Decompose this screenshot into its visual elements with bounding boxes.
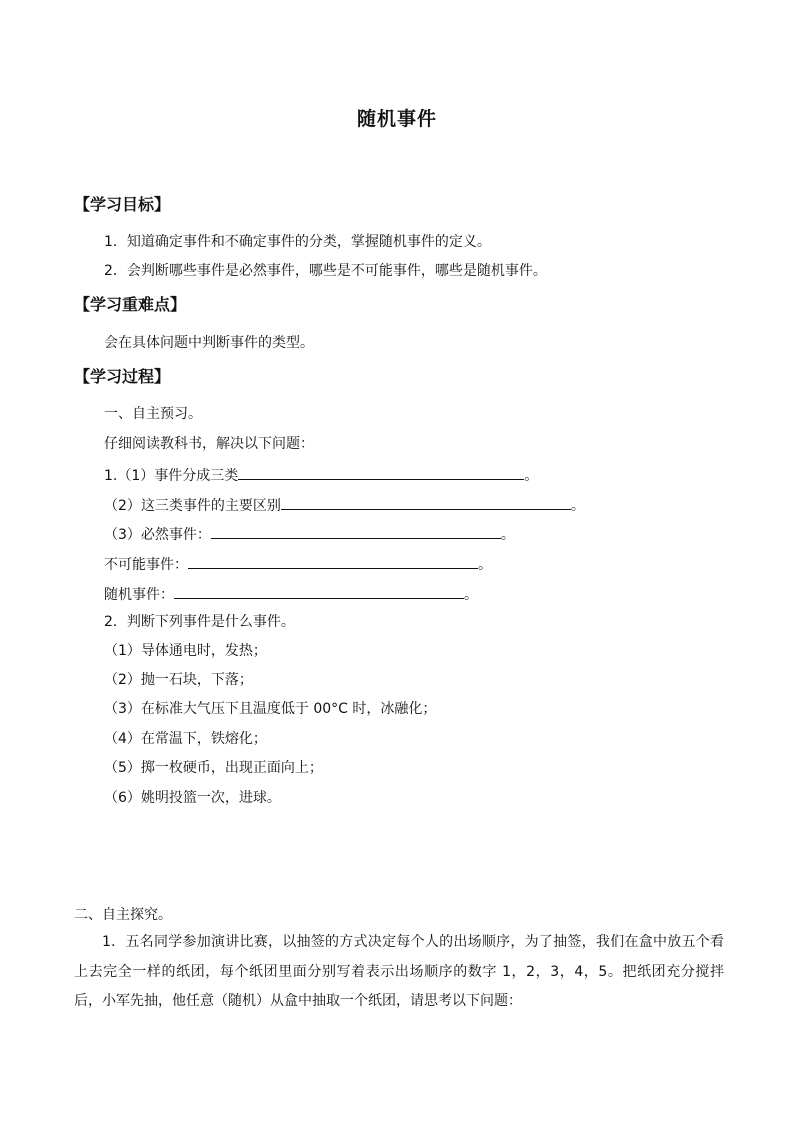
learning-goals-heading: 【学习目标】	[74, 195, 171, 214]
answer-blank-3[interactable]	[211, 523, 501, 539]
question-1-3	[104, 523, 515, 545]
question-1-2	[104, 494, 585, 516]
page-title: 随机事件	[356, 108, 437, 130]
question-2: 2．判断下列事件是什么事件。	[104, 614, 295, 630]
explore-title: 二、自主探究。	[74, 907, 172, 923]
answer-blank-4[interactable]	[188, 553, 478, 569]
goal-item-2: 2．会判断哪些事件是必然事件，哪些是不可能事件，哪些是随机事件。	[104, 263, 547, 279]
key-points-heading: 【学习重难点】	[74, 295, 187, 314]
period: 。	[500, 527, 515, 543]
learning-process-heading: 【学习过程】	[74, 367, 171, 386]
period: 。	[570, 498, 585, 514]
preview-title: 一、自主预习。	[104, 406, 202, 422]
goal-item-1: 1．知道确定事件和不确定事件的分类，掌握随机事件的定义。	[104, 234, 491, 250]
random-event-line	[104, 583, 478, 605]
impossible-event-label: 不可能事件：	[104, 557, 188, 573]
answer-blank-1[interactable]	[238, 464, 524, 480]
explore-paragraph: 1．五名同学参加演讲比赛，以抽签的方式决定每个人的出场顺序，为了抽签，我们在盒中放五个看上去完全一样的纸团，每个纸团里面分别写着表示出场顺序的数字 1，2，3，4，5。把纸团充分搅拌后，小军先抽，他任意（随机）从盒中抽取一个纸团，请思考以下问题：	[74, 934, 724, 1009]
question-2-item-2: （2）抛一石块，下落；	[104, 672, 253, 688]
question-1-1	[104, 464, 538, 486]
preview-intro: 仔细阅读教科书，解决以下问题：	[104, 436, 314, 452]
question-2-item-3: （3）在标准大气压下且温度低于 00°C 时，冰融化；	[104, 701, 437, 717]
question-2-item-6: （6）姚明投篮一次，进球。	[104, 790, 281, 806]
random-event-label: 随机事件：	[104, 587, 174, 603]
question-2-item-5: （5）掷一枚硬币，出现正面向上；	[104, 760, 323, 776]
period: 。	[478, 557, 492, 573]
answer-blank-2[interactable]	[281, 494, 571, 510]
period: 。	[464, 587, 478, 603]
question-2-item-1: （1）导体通电时，发热；	[104, 643, 267, 659]
period: 。	[524, 468, 539, 484]
question-1-1-label: 1.（1）事件分成三类	[104, 468, 239, 484]
question-2-item-4: （4）在常温下，铁熔化；	[104, 731, 267, 747]
impossible-event-line	[104, 553, 492, 575]
question-1-3-label: （3）必然事件：	[104, 527, 211, 543]
question-1-2-label: （2）这三类事件的主要区别	[104, 498, 281, 514]
answer-blank-5[interactable]	[174, 583, 464, 599]
key-points-text: 会在具体问题中判断事件的类型。	[104, 335, 314, 351]
